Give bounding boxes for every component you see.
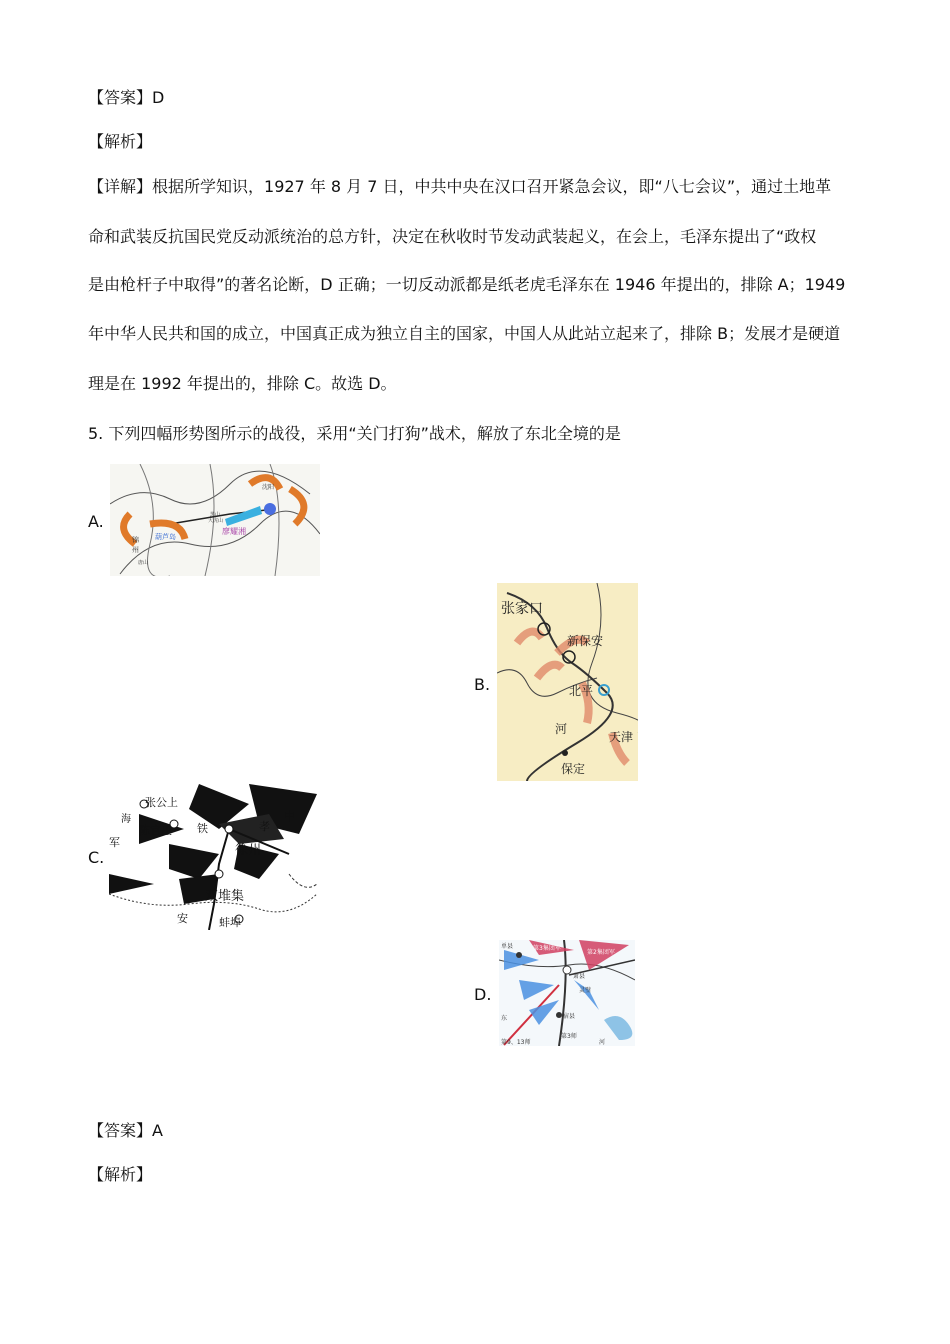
map-d-label-9: 第3师 bbox=[561, 1033, 577, 1040]
detail-tag: 【详解】 bbox=[88, 177, 153, 196]
map-d-label-7: 灵璧 bbox=[579, 987, 592, 994]
map-c-label-4: 徐州 bbox=[235, 843, 262, 858]
detail-line-3: 是由枪杆子中取得”的著名论断，D 正确；一切反动派都是纸老虎毛泽东在 1946 年提出的，排除 A；1949 bbox=[88, 275, 846, 294]
map-a-label-3: 锦 bbox=[132, 536, 139, 544]
map-b-label-4: 天津 bbox=[609, 730, 634, 744]
answer-tag: 【答案】 bbox=[88, 88, 153, 107]
option-c-label: C. bbox=[88, 848, 105, 867]
map-a-label-6: 廖耀湘 bbox=[222, 527, 246, 536]
detail-line-1 bbox=[88, 176, 831, 198]
map-a-label-2: 大虎山 bbox=[208, 518, 224, 524]
map-c-label-0: 张公上 bbox=[145, 796, 178, 809]
detail-line-5: 理是在 1992 年提出的，排除 C。故选 D。 bbox=[88, 374, 397, 393]
detail-line-4: 年中华人民共和国的成立，中国真正成为独立自主的国家，中国人从此站立起来了，排除 B；发展才是硬道 bbox=[88, 324, 841, 343]
question-5: 5. 下列四幅形势图所示的战役，采用“关门打狗”战术，解放了东北全境的是 bbox=[88, 424, 621, 443]
map-d-label-5: 萧县 bbox=[573, 973, 586, 980]
answer-value: D bbox=[152, 88, 165, 107]
map-c-label-5: 双堆集 bbox=[205, 889, 245, 904]
map-d-label-4: 东 bbox=[501, 1015, 508, 1022]
answer-value-2: A bbox=[152, 1121, 163, 1140]
map-b-label-2: 北平 bbox=[569, 684, 594, 698]
map-d-label-6: 宿县 bbox=[563, 1013, 576, 1020]
map-d-label-8: 河 bbox=[599, 1039, 606, 1046]
map-c-label-10: 孝 bbox=[259, 820, 270, 833]
option-a-label: A. bbox=[88, 512, 104, 531]
map-c-label-2: 陈官庄 bbox=[139, 824, 172, 837]
map-d-label-1: 第3集团军 bbox=[533, 945, 561, 952]
map-a-label-7: 葫芦岛 bbox=[155, 533, 176, 541]
analysis-tag-1: 【解析】 bbox=[88, 132, 153, 151]
detail-text-1: 根据所学知识，1927 年 8 月 7 日，中共中央在汉口召开紧急会议，即“八七会议”，通过土地革 bbox=[152, 177, 832, 196]
map-c-label-1: 海 bbox=[121, 814, 131, 825]
analysis-tag-2: 【解析】 bbox=[88, 1165, 153, 1184]
detail-line-2: 命和武装反抗国民党反动派统治的总方针，决定在秋收时节发动武装起义，在会上，毛泽东提出了“政权 bbox=[88, 227, 817, 246]
map-d-label-0: 单县 bbox=[501, 943, 514, 950]
map-c-label-6: 蚌埠 bbox=[219, 916, 241, 929]
answer-tag-2: 【答案】 bbox=[88, 1121, 153, 1140]
map-b-label-1: 新保安 bbox=[567, 634, 604, 648]
map-b-label-3: 河 bbox=[555, 722, 568, 736]
map-a-label-5: 唐山 bbox=[138, 560, 149, 566]
map-a-label-4: 州 bbox=[132, 546, 139, 554]
answer-line-2 bbox=[88, 1120, 163, 1142]
answer-line-1 bbox=[88, 87, 164, 109]
map-b-label-0: 张家口 bbox=[501, 601, 543, 617]
option-b-label: B. bbox=[474, 675, 491, 694]
map-c-label-7: 安 bbox=[177, 912, 188, 925]
map-d-label-3: 第9、13师 bbox=[501, 1039, 531, 1046]
option-d-map bbox=[499, 940, 635, 1046]
option-b-map bbox=[497, 583, 638, 781]
map-d-label-2: 第2集团军 bbox=[587, 949, 615, 956]
map-c-label-3: 铁 bbox=[197, 822, 208, 835]
map-c-label-8: 军 bbox=[109, 836, 120, 849]
map-a-label-0: 沈阳 bbox=[262, 484, 275, 491]
map-b-label-5: 保定 bbox=[561, 762, 586, 776]
map-c-label-9: 中 bbox=[284, 810, 295, 823]
option-d-label: D. bbox=[474, 985, 492, 1004]
option-a-map bbox=[110, 464, 320, 576]
option-c-map bbox=[109, 784, 317, 930]
map-a-label-1: 黑山 bbox=[210, 512, 221, 518]
